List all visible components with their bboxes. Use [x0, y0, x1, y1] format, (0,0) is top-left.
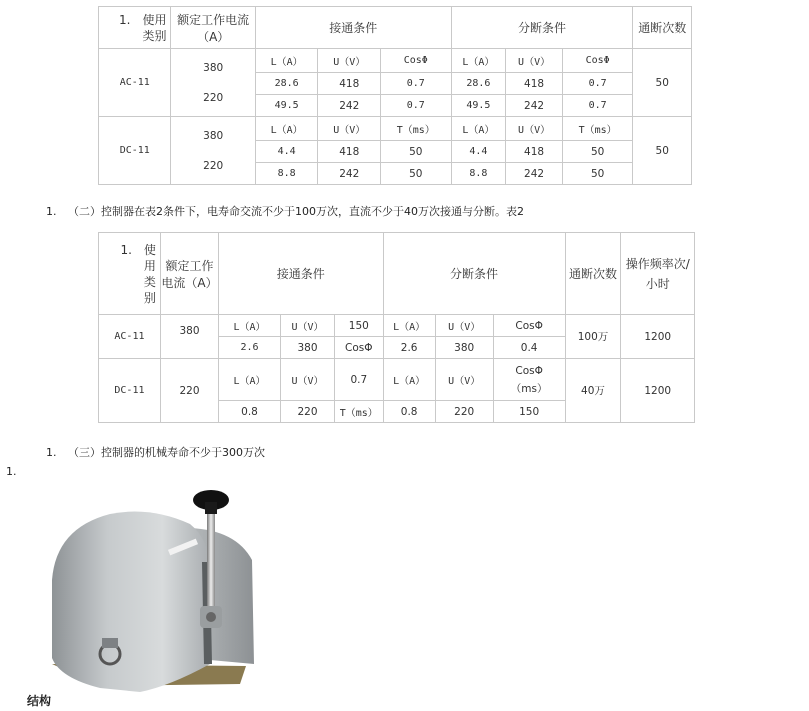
label-cell: L（A）	[451, 49, 506, 73]
break-cell: 0.8	[383, 401, 435, 423]
label-cell: U（V）	[318, 49, 381, 73]
label-cell: U（V）	[318, 117, 381, 141]
label-cell: L（A）	[255, 49, 318, 73]
label-cell: U（V）	[506, 49, 563, 73]
value-cell: 0.7	[381, 95, 452, 117]
count-cell: 40万	[565, 359, 621, 423]
value-cell: 0.7	[562, 95, 633, 117]
value-cell: 418	[318, 141, 381, 163]
break-cell: 380	[435, 337, 493, 359]
header-break-conditions: 分断条件	[451, 7, 633, 49]
label-cell: CosΦ	[381, 49, 452, 73]
lever-rod	[207, 510, 215, 620]
category-dc: DC-11	[99, 359, 161, 423]
current-value: 380	[203, 129, 224, 142]
header-switching-count: 通断次数	[633, 7, 692, 49]
current-value: 220	[203, 91, 224, 104]
header-break-conditions: 分断条件	[383, 233, 565, 315]
table-row	[99, 315, 695, 337]
category-ac: AC-11	[99, 49, 171, 117]
value-cell: 8.8	[451, 163, 506, 185]
value-cell: 242	[318, 163, 381, 185]
make-cell: L（A）	[219, 315, 281, 337]
break-cell: L（A）	[383, 315, 435, 337]
note-mechanical-life	[46, 444, 265, 460]
value-cell: 418	[506, 141, 563, 163]
make-cell: 220	[280, 401, 334, 423]
value-cell: 28.6	[451, 73, 506, 95]
header-category: 1. 使 用 类 别	[99, 233, 161, 315]
category-dc: DC-11	[99, 117, 171, 185]
note-electrical-life	[46, 203, 524, 219]
label-cell: L（A）	[255, 117, 318, 141]
hub-screw	[206, 612, 216, 622]
break-cell: 220	[435, 401, 493, 423]
current-cell	[171, 49, 255, 117]
frequency-cell: 1200	[621, 315, 695, 359]
header-make-conditions: 接通条件	[219, 233, 383, 315]
header-operation-frequency: 操作频率次/ 小时	[621, 233, 695, 315]
value-cell: 4.4	[451, 141, 506, 163]
break-cell: CosΦ （ms）	[493, 359, 565, 401]
table-1	[98, 6, 692, 185]
break-cell: U（V）	[435, 359, 493, 401]
break-cell: U（V）	[435, 315, 493, 337]
note-number: 1.	[6, 465, 17, 478]
value-cell: 50	[381, 163, 452, 185]
make-cell: 0.7	[335, 359, 383, 401]
note-empty	[6, 465, 17, 478]
frequency-cell: 1200	[621, 359, 695, 423]
label-cell: U（V）	[506, 117, 563, 141]
value-cell: 418	[318, 73, 381, 95]
controller-photo	[40, 488, 280, 692]
break-cell: 0.4	[493, 337, 565, 359]
table-row	[99, 49, 692, 73]
table-2	[98, 232, 695, 423]
value-cell: 49.5	[451, 95, 506, 117]
header-make-conditions: 接通条件	[255, 7, 451, 49]
make-cell: L（A）	[219, 359, 281, 401]
table-row	[99, 359, 695, 401]
label-cell: CosΦ	[562, 49, 633, 73]
value-cell: 50	[562, 163, 633, 185]
header-rated-current: 额定工作 电流（A）	[160, 233, 218, 315]
table-header-row	[99, 7, 692, 49]
label-cell: L（A）	[451, 117, 506, 141]
value-cell: 0.7	[381, 73, 452, 95]
device-body	[52, 512, 210, 692]
value-cell: 28.6	[255, 73, 318, 95]
value-cell: 242	[506, 163, 563, 185]
header-switching-count: 通断次数	[565, 233, 621, 315]
value-cell: 8.8	[255, 163, 318, 185]
count-cell: 50	[633, 49, 692, 117]
value-cell: 4.4	[255, 141, 318, 163]
current-cell: 220	[160, 359, 218, 423]
current-value: 380	[203, 61, 224, 74]
make-cell: T（ms）	[335, 401, 383, 423]
header-rated-current: 额定工作电流 （A）	[171, 7, 255, 49]
make-cell: U（V）	[280, 315, 334, 337]
make-cell: 0.8	[219, 401, 281, 423]
count-cell: 100万	[565, 315, 621, 359]
value-cell: 242	[506, 95, 563, 117]
note-text: （二）控制器在表2条件下，电寿命交流不少于100万次，直流不少于40万次接通与分断。表2	[68, 205, 524, 218]
value-cell: 50	[381, 141, 452, 163]
break-cell: 150	[493, 401, 565, 423]
break-cell: 2.6	[383, 337, 435, 359]
value-cell: 0.7	[562, 73, 633, 95]
value-cell: 418	[506, 73, 563, 95]
note-number: 1.	[46, 446, 57, 459]
value-cell: 242	[318, 95, 381, 117]
current-cell: 380	[160, 315, 218, 359]
label-cell: T（ms）	[381, 117, 452, 141]
current-value: 220	[203, 159, 224, 172]
category-ac: AC-11	[99, 315, 161, 359]
value-cell: 50	[562, 141, 633, 163]
table-row	[99, 117, 692, 141]
latch	[102, 638, 118, 648]
make-cell: 150	[335, 315, 383, 337]
caption-structure: 结构	[27, 694, 52, 708]
current-cell	[171, 117, 255, 185]
make-cell: U（V）	[280, 359, 334, 401]
note-text: （三）控制器的机械寿命不少于300万次	[68, 446, 265, 459]
make-cell: 380	[280, 337, 334, 359]
table-header-row	[99, 233, 695, 315]
break-cell: L（A）	[383, 359, 435, 401]
note-number: 1.	[46, 205, 57, 218]
count-cell: 50	[633, 117, 692, 185]
knob-neck	[205, 502, 217, 514]
make-cell: 2.6	[219, 337, 281, 359]
break-cell: CosΦ	[493, 315, 565, 337]
make-cell: CosΦ	[335, 337, 383, 359]
header-category: 1. 使用 类别	[99, 7, 171, 49]
label-cell: T（ms）	[562, 117, 633, 141]
value-cell: 49.5	[255, 95, 318, 117]
